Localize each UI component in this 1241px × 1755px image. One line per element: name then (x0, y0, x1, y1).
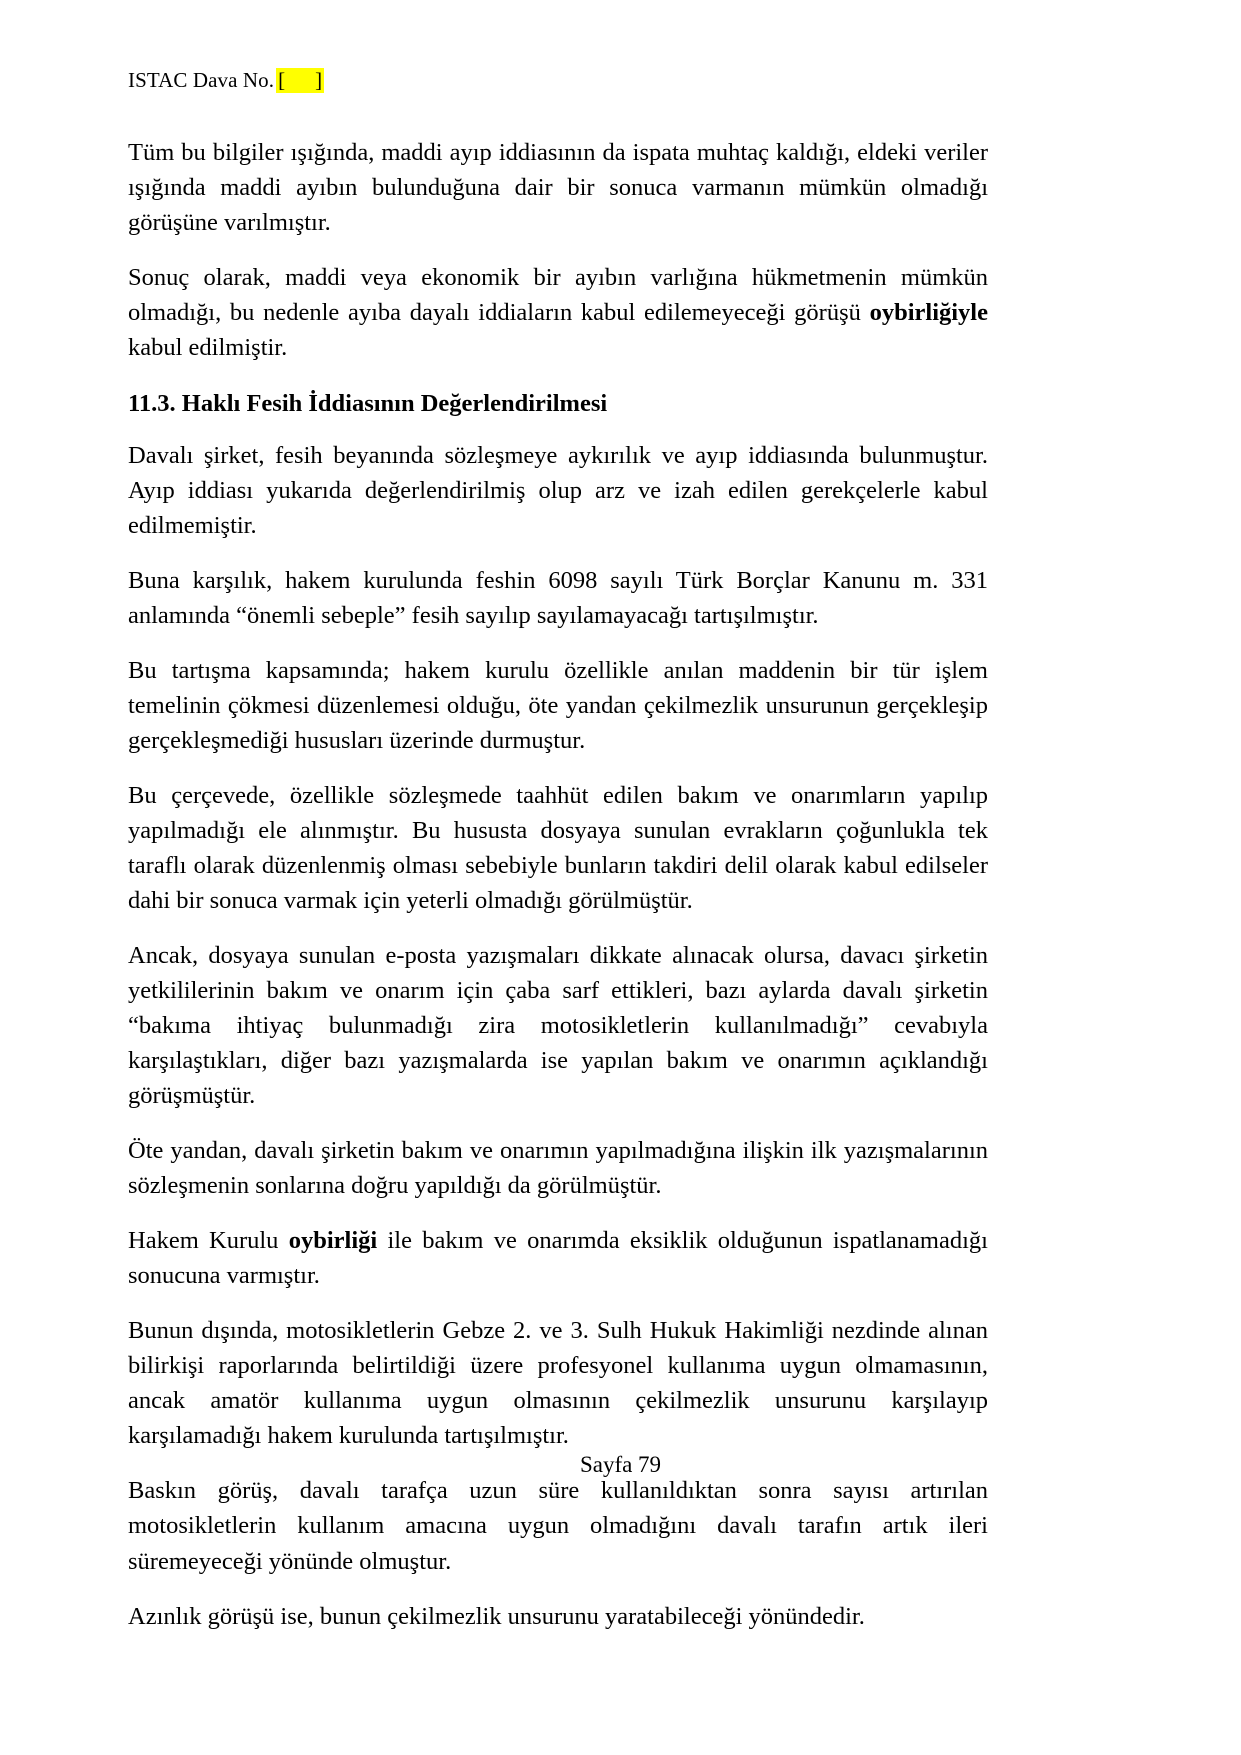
paragraph-azinlik-gorusu: Azınlık görüşü ise, bunun çekilmezlik unsurunu yaratabileceği yönündedir. (128, 1602, 865, 1630)
paragraph-tum-bu-bilgiler: Tüm bu bilgiler ışığında, maddi ayıp iddiasının da ispata muhtaç kaldığı, eldeki veriler ışığında maddi ayıbın bulunduğuna dair bir sonuca varmanın mümkün olmadığı görüşüne varılmıştır. (128, 139, 988, 237)
paragraph-bu-tartisma: Bu tartışma kapsamında; hakem kurulu özellikle anılan maddenin bir tür işlem temelinin çökmesi düzenlemesi olduğu, öte yandan çekilmezlik unsurunun gerçekleşip gerçekleşmediği hususları üzerinde durmuştur. (128, 656, 988, 754)
paragraph-davali-sirket: Davalı şirket, fesih beyanında sözleşmeye aykırılık ve ayıp iddiasında bulunmuştur. Ayıp iddiası yukarıda değerlendirilmiş olup arz ve izah edilen gerekçelerle kabul edilmemiştir. (128, 441, 988, 539)
paragraph-buna-karsilik: Buna karşılık, hakem kurulunda feshin 6098 sayılı Türk Borçlar Kanunu m. 331 anlamında “önemli sebeple” fesih sayılıp sayılamayacağı tartışılmıştır. (128, 566, 988, 629)
case-number-label: ISTAC Dava No. (128, 68, 275, 92)
bracket-close: ] (315, 68, 323, 92)
redacted-case-number (276, 68, 324, 93)
paragraph-sonuc-olarak (128, 260, 988, 365)
paragraph-sonuc-part2: kabul edilmiştir. (128, 334, 288, 362)
paragraph-bu-cercevede: Bu çerçevede, özellikle sözleşmede taahhüt edilen bakım ve onarımların yapılıp yapılmadığı ele alınmıştır. Bu hususta dosyaya sunulan evrakların çoğunlukla tek taraflı olarak düzenlenmiş olması sebebiyle bunların takdiri delil olarak kabul edilseler dahi bir sonuca varmak için yeterli olmadığı görülmüştür. (128, 781, 988, 915)
page-content (128, 0, 988, 1634)
document-body (128, 135, 988, 1633)
paragraph-hakem-kurulu (128, 1223, 988, 1293)
page-footer (0, 1452, 1241, 1478)
emphasis-oybirligiyle: oybirliğiyle (869, 299, 988, 327)
page-number: Sayfa 79 (579, 1452, 662, 1477)
emphasis-oybirligi: oybirliği (288, 1227, 378, 1255)
document-header (128, 0, 988, 93)
paragraph-hakem-part1: Hakem Kurulu (128, 1227, 289, 1255)
section-heading-11-3: 11.3. Haklı Fesih İddiasının Değerlendirilmesi (128, 390, 608, 418)
paragraph-baskin-gorus: Baskın görüş, davalı tarafça uzun süre kullanıldıktan sonra sayısı artırılan motosikletlerin kullanım amacına uygun olmadığını davalı tarafın artık ileri süremeyeceği yönünde olmuştur. (128, 1477, 988, 1575)
paragraph-hakem-part2: ile bakım ve onarımda eksiklik olduğunun ispatlanamadığı sonucuna varmıştır. (128, 1227, 988, 1290)
paragraph-bunun-disinda: Bunun dışında, motosikletlerin Gebze 2. ve 3. Sulh Hukuk Hakimliği nezdinde alınan bilirkişi raporlarında belirtildiği üzere profesyonel kullanıma uygun olmamasının, ancak amatör kullanıma uygun olmasının çekilmezlik unsurunu karşılayıp karşılamadığı hakem kurulunda tartışılmıştır. (128, 1317, 988, 1450)
paragraph-ancak-eposta: Ancak, dosyaya sunulan e-posta yazışmaları dikkate alınacak olursa, davacı şirketin yetkililerinin bakım ve onarım için çaba sarf ettikleri, bazı aylarda davalı şirketin “bakıma ihtiyaç bulunmadığı zira motosikletlerin kullanılmadığı” cevabıyla karşılaştıkları, diğer bazı yazışmalarda ise yapılan bakım ve onarımın açıklandığı görüşmüştür. (128, 942, 988, 1110)
bracket-open: [ (278, 68, 286, 92)
paragraph-ote-yandan: Öte yandan, davalı şirketin bakım ve onarımın yapılmadığına ilişkin ilk yazışmalarının sözleşmenin sonlarına doğru yapıldığı da görülmüştür. (128, 1137, 988, 1200)
paragraph-sonuc-part1: Sonuç olarak, maddi veya ekonomik bir ayıbın varlığına hükmetmenin mümkün olmadığı, bu nedenle ayıba dayalı iddiaların kabul edilemeyeceği görüşü (128, 264, 988, 327)
